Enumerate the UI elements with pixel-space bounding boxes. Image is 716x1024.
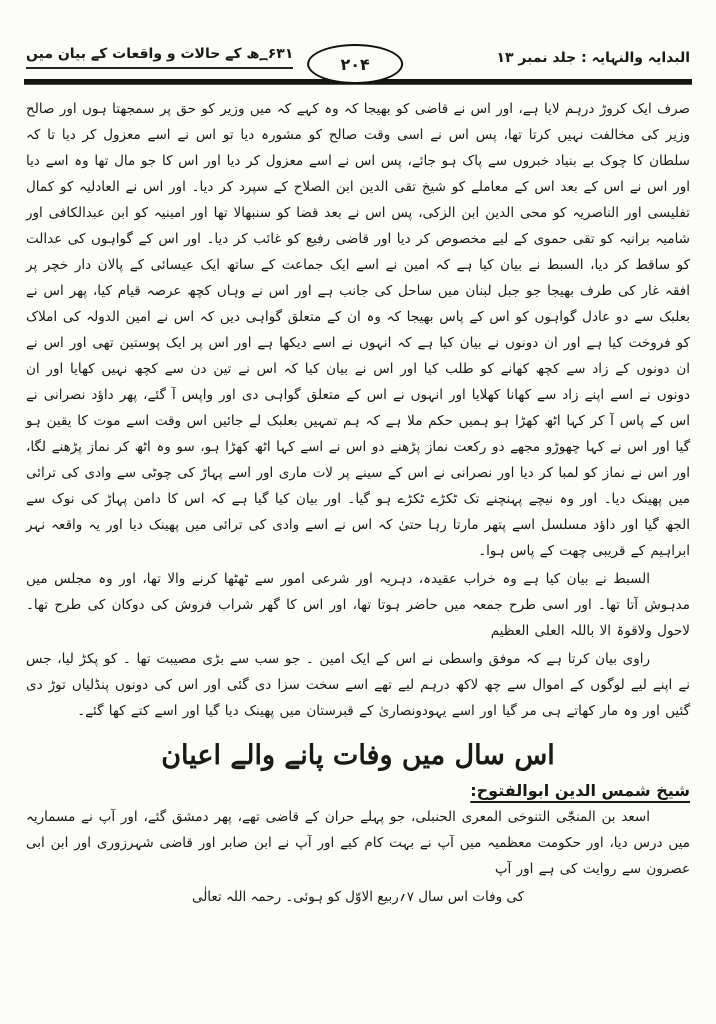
paragraph-sibt-account: السبط نے بیان کیا ہے وہ خراب عقیدہ، دہریہ اور شرعی امور سے ٹھٹھا کرنے والا تھا، اور وہ مجلس میں مدہوش آتا تھا۔ اور اسی طرح جمعہ میں حاضر ہوتا تھا، اور اس کا گھر شراب فروش کی دوکان کی طرح تھا۔ لاحول ولاقوۃ الا باللہ العلی العظیم	[26, 571, 690, 639]
death-date-closing-line: کی وفات اس سال ۷؍ربیع الاوّل کو ہوئی۔ رحمہ اللہ تعالٰی	[191, 889, 525, 905]
paragraph-asad-bin-munajja-biography: اسعد بن المنجّٰی التنوخی المعری الحنبلی، جو پہلے حران کے قاضی تھے، پھر دمشق گئے، اور آپ نے مسماریہ میں درس دیا، اور حکومت معظمیہ میں آپ نے بہت کام کیے اور آپ نے ابن صابر اور قاضی شہرزوری اور ابن ابی عصرون سے روایت کی ہے اور آپ	[26, 809, 690, 877]
page-number-oval	[307, 44, 403, 84]
page-number: ۲۰۴	[340, 54, 370, 74]
paragraph-narrator-account: راوی بیان کرتا ہے کہ موفق واسطی نے اس کے ایک امین ۔ جو سب سے بڑی مصیبت تھا ۔ کو پکڑ لیا، جس نے اپنے لیے لوگوں کے اموال سے چھ لاکھ درہم لیے تھے اسے سخت سزا دی گئی اور اس کی دونوں پنڈلیاں توڑ دی گئیں اور وہ مار کھاتے ہی مر گیا اور اسے یہودونصاریٰ کے قبرستان میں پھینک دیا گیا اور اسے کتے کھا گئے۔	[26, 651, 690, 719]
page-header	[0, 0, 716, 90]
obituaries-section-heading: اس سال میں وفات پانے والے اعیان	[161, 740, 555, 771]
page-body	[26, 96, 690, 910]
chapter-title: ؁۶۳۱ھ کے حالات و واقعات کے بیان میں	[26, 46, 293, 69]
obituary-subheading-shams-uddin-abul-futuh: شیخ شمس الدین ابوالفتوح:	[470, 781, 690, 800]
paragraph-judge-story: صرف ایک کروڑ درہم لایا ہے، اور اس نے قاضی کو بھیجا کہ وہ کہے کہ میں وزیر کو حق پر سمجھتا ہوں اور صالح وزیر کی مخالفت نہیں کرتا تھا، پس اس نے اسی وقت صالح کو مشورہ دیا تو اس نے اسے معزول کر دیا تا کہ سلطان کا چوک بے بنیاد خبروں سے پاک ہو جائے، پس اس نے اسے معزول کر دیا اور اس کا جو مال تھا وہ اسے دیا اور اس نے اس کے بعد اس کے معاملے کو شیخ تقی الدین ابن الصلاح کے سپرد کر دیا۔ اور اس نے العادلیہ کو کمال تفلیسی اور الناصریہ کو محی الدین ابن الزکی، پس اس نے بعد قضا کو سنبھالا تھا اور امینیہ کو ابن عبدالکافی اور شامیہ برانیہ کو تقی حموی کے لیے مخصوص کر دیا اور قاضی رفیع کو غائب کر دیا۔ اور اس کے گواہوں کی عدالت کو ساقط کر دیا، السبط نے بیان کیا ہے کہ امین نے اسے ایک جماعت کے ساتھ ایک عیسائی کے پالان دار خچر پر افقہ غار کی طرف بھیجا جو جبل لبنان میں ساحل کی جانب ہے اور اس نے وہاں کچھ عرصہ قیام کیا، پھر اس نے بعلبک سے دو عادل گواہوں کو اس کے پاس بھیجا کہ وہ ان کے متعلق گواہی دیں کہ اس نے امین الدولہ کی املاک کو فروخت کیا ہے اور ان دونوں نے بیان کیا ہے کہ انہوں نے اسے دیکھا ہے اور اس پر ایک پوستین تھی اور اس نے ان دونوں کے زاد سے کچھ کھانے کو طلب کیا اور اس نے بیان کیا کہ اس نے تین دن سے کچھ نہیں کھایا اور ان دونوں نے اسے اپنے زاد سے کھانا کھلایا اور انہوں نے اس کے متعلق گواہی دی اور واپس آ گئے، پھر داؤد نصرانی نے اس کے پاس آ کر کہا اٹھ کھڑا ہو ہمیں حکم ملا ہے کہ ہم تمہیں بعلبک لے جائیں اس وقت اسے موت کا یقین ہو گیا اور اس نے کہا چھوڑو مجھے دو رکعت نماز پڑھنے دو اس نے اسے کہا اٹھ کھڑا ہو، سو وہ اٹھ کر نماز پڑھنے لگا، اور اس نے نماز کو لمبا کر دیا اور نصرانی نے اس کے سینے پر لات ماری اور اسے پہاڑ کی چوٹی سے وادی کی ترائی میں پھینک دیا۔ اور وہ نیچے پہنچنے تک ٹکڑے ٹکڑے ہو گیا۔ اور بیان کیا گیا ہے کہ اس کا دامن پہاڑ کی نوک سے الجھ گیا اور داؤد مسلسل اسے پتھر مارتا رہا حتیٰ کہ اس نے اسے وادی کی ترائی میں پھینک دیا اور یہ واقعہ نہر ابراہیم کے قریبی چھت کے پاس ہوا۔	[26, 101, 690, 559]
book-title: البدایہ والنہایہ : جلد نمبر ۱۳	[496, 50, 690, 66]
